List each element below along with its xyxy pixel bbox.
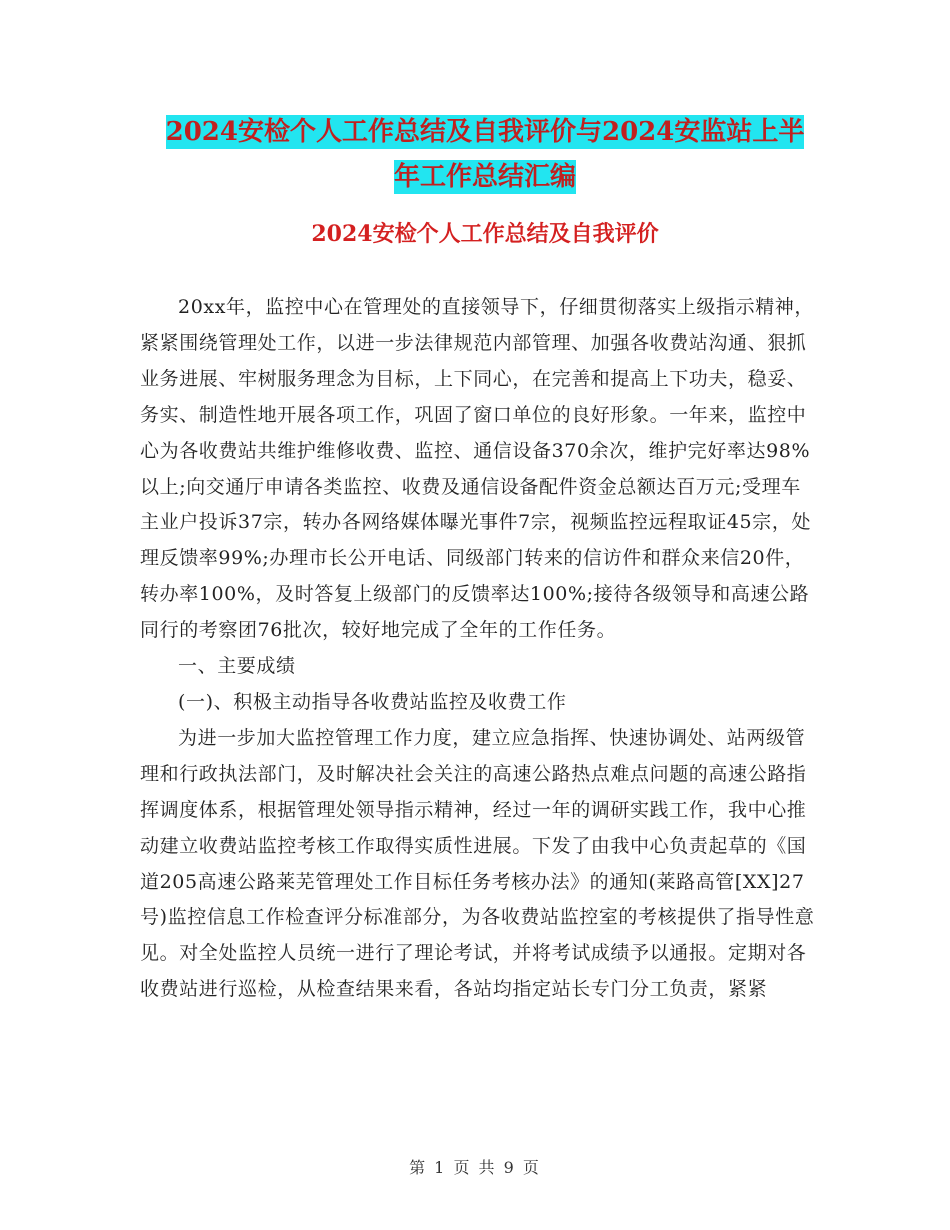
paragraph-monitoring: 为进一步加大监控管理工作力度，建立应急指挥、快速协调处、站两级管理和行政执法部门，及时解决社会关注的高速公路热点难点问题的高速公路指挥调度体系，根据管理处领导指示精神，经过一年的调研实践工作，我中心推动建立收费站监控考核工作取得实质性进展。下发了由我中心负责起草的《国道205高速公路莱芜管理处工作目标任务考核办法》的通知(莱路高管[XX]27号)监控信息工作检查评分标准部分，为各收费站监控室的考核提供了指导性意见。对全处监控人员统一进行了理论考试，并将考试成绩予以通报。定期对各收费站进行巡检，从检查结果来看，各站均指定站长专门分工负责，紧紧 (140, 726, 815, 1001)
document-body (140, 290, 816, 1008)
document-title-line2: 年工作总结汇编 (393, 162, 576, 192)
paragraph-intro: 20xx年，监控中心在管理处的直接领导下，仔细贯彻落实上级指示精神，紧紧围绕管理处工作，以进一步法律规范内部管理、加强各收费站沟通、狠抓业务进展、牢树服务理念为目标，上下同心，在完善和提高上下功夫，稳妥、务实、制造性地开展各项工作，巩固了窗口单位的良好形象。一年来，监控中心为各收费站共维护维修收费、监控、通信设备370余次，维护完好率达98%以上;向交通厅申请各类监控、收费及通信设备配件资金总额达百万元;受理车主业户投诉37宗，转办各网络媒体曝光事件7宗，视频监控远程取证45宗，处理反馈率99%;办理市长公开电话、同级部门转来的信访件和群众来信20件，转办率100%，及时答复上级部门的反馈率达100%;接待各级领导和高速公路同行的考察团76批次，较好地完成了全年的工作任务。 (140, 296, 815, 642)
heading-main-achievements: 一、主要成绩 (178, 655, 296, 678)
document-title-line1: 2024安检个人工作总结及自我评价与2024安监站上半 (165, 117, 805, 147)
document-title (140, 110, 830, 200)
section-title: 2024安检个人工作总结及自我评价 (311, 221, 659, 247)
subheading-monitoring: (一)、积极主动指导各收费站监控及收费工作 (178, 690, 567, 713)
page-footer: 第 1 页 共 9 页 (409, 1158, 541, 1177)
